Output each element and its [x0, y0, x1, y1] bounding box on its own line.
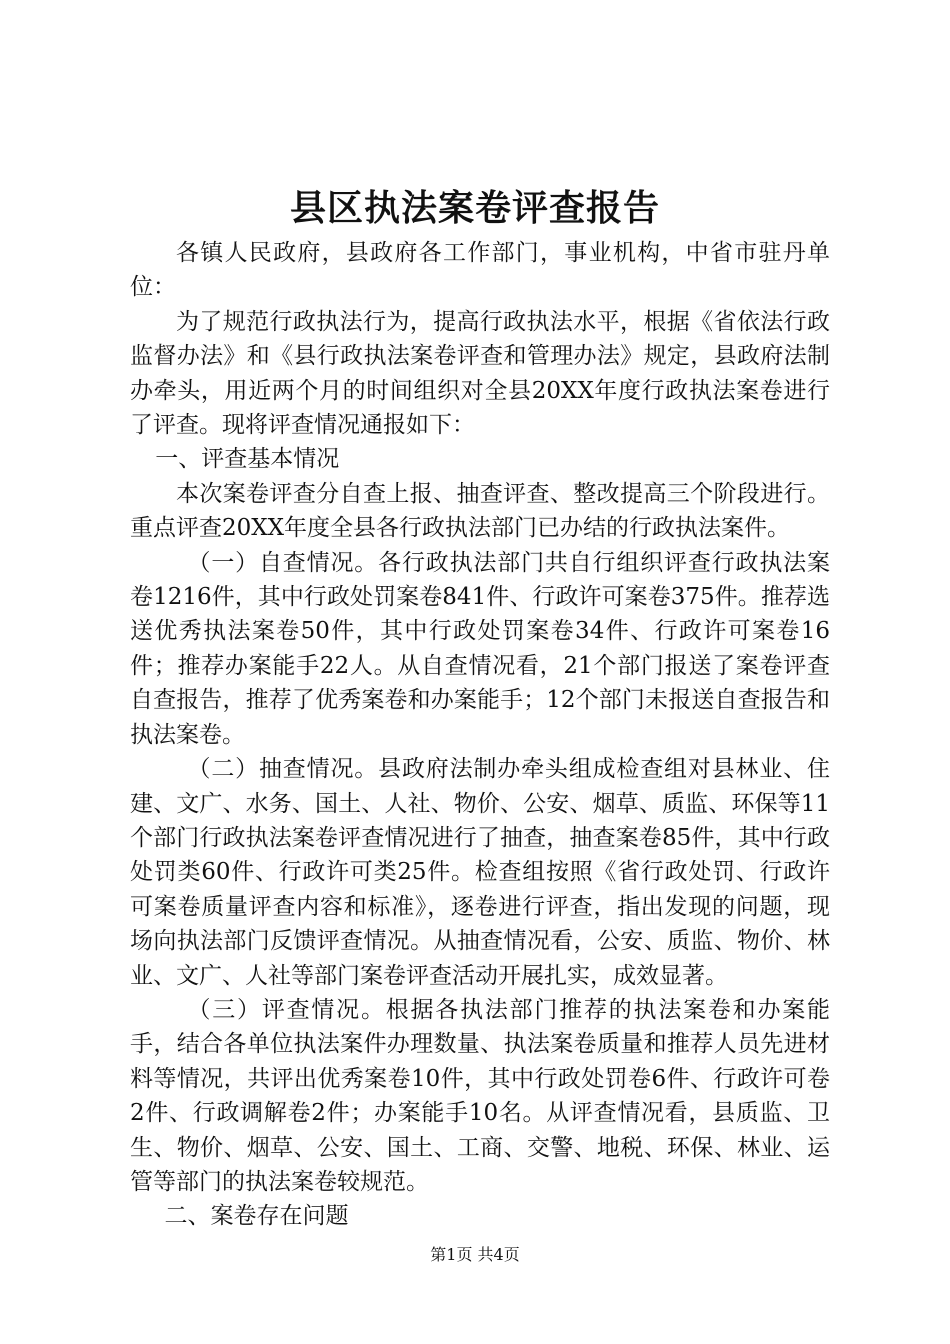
overview-paragraph: 本次案卷评查分自查上报、抽查评查、整改提高三个阶段进行。重点评查20XX年度全县各行政执法部门已办结的行政执法案件。 [130, 480, 830, 542]
section-heading-2: 二、案卷存在问题 [164, 1203, 349, 1230]
document-body [130, 236, 830, 1234]
spot-check-paragraph: （二）抽查情况。县政府法制办牵头组成检查组对县林业、住建、文广、水务、国土、人社、物价、公安、烟草、质监、环保等11个部门行政执法案卷评查情况进行了抽查，抽查案卷85件，其中行政处罚类60件、行政许可类25件。检查组按照《省行政处罚、行政许可案卷质量评查内容和标准》，逐卷进行评查，指出发现的问题，现场向执法部门反馈评查情况。从抽查情况看，公安、质监、物价、林业、文广、人社等部门案卷评查活动开展扎实，成效显著。 [130, 756, 830, 989]
document-title: 县区执法案卷评查报告 [289, 187, 660, 229]
salutation-paragraph: 各镇人民政府，县政府各工作部门，事业机构，中省市驻丹单位： [130, 240, 830, 301]
evaluation-paragraph: （三）评查情况。根据各执法部门推荐的执法案卷和办案能手，结合各单位执法案件办理数量、执法案卷质量和推荐人员先进材料等情况，共评出优秀案卷10件，其中行政处罚卷6件、行政许可卷2件、行政调解卷2件；办案能手10名。从评查情况看，县质监、卫生、物价、烟草、公安、国土、工商、交警、地税、环保、林业、运管等部门的执法案卷较规范。 [130, 996, 830, 1195]
intro-paragraph: 为了规范行政执法行为，提高行政执法水平，根据《省依法行政监督办法》和《县行政执法案卷评查和管理办法》规定，县政府法制办牵头，用近两个月的时间组织对全县20XX年度行政执法案卷进行了评查。现将评查情况通报如下： [130, 308, 830, 439]
page-number: 第1页 共4页 [430, 1245, 520, 1264]
section-heading-1: 一、评查基本情况 [155, 446, 340, 473]
self-inspection-paragraph: （一）自查情况。各行政执法部门共自行组织评查行政执法案卷1216件，其中行政处罚案卷841件、行政许可案卷375件。推荐选送优秀执法案卷50件，其中行政处罚案卷34件、行政许可案卷16件；推荐办案能手22人。从自查情况看，21个部门报送了案卷评查自查报告，推荐了优秀案卷和办案能手；12个部门未报送自查报告和执法案卷。 [130, 549, 830, 748]
